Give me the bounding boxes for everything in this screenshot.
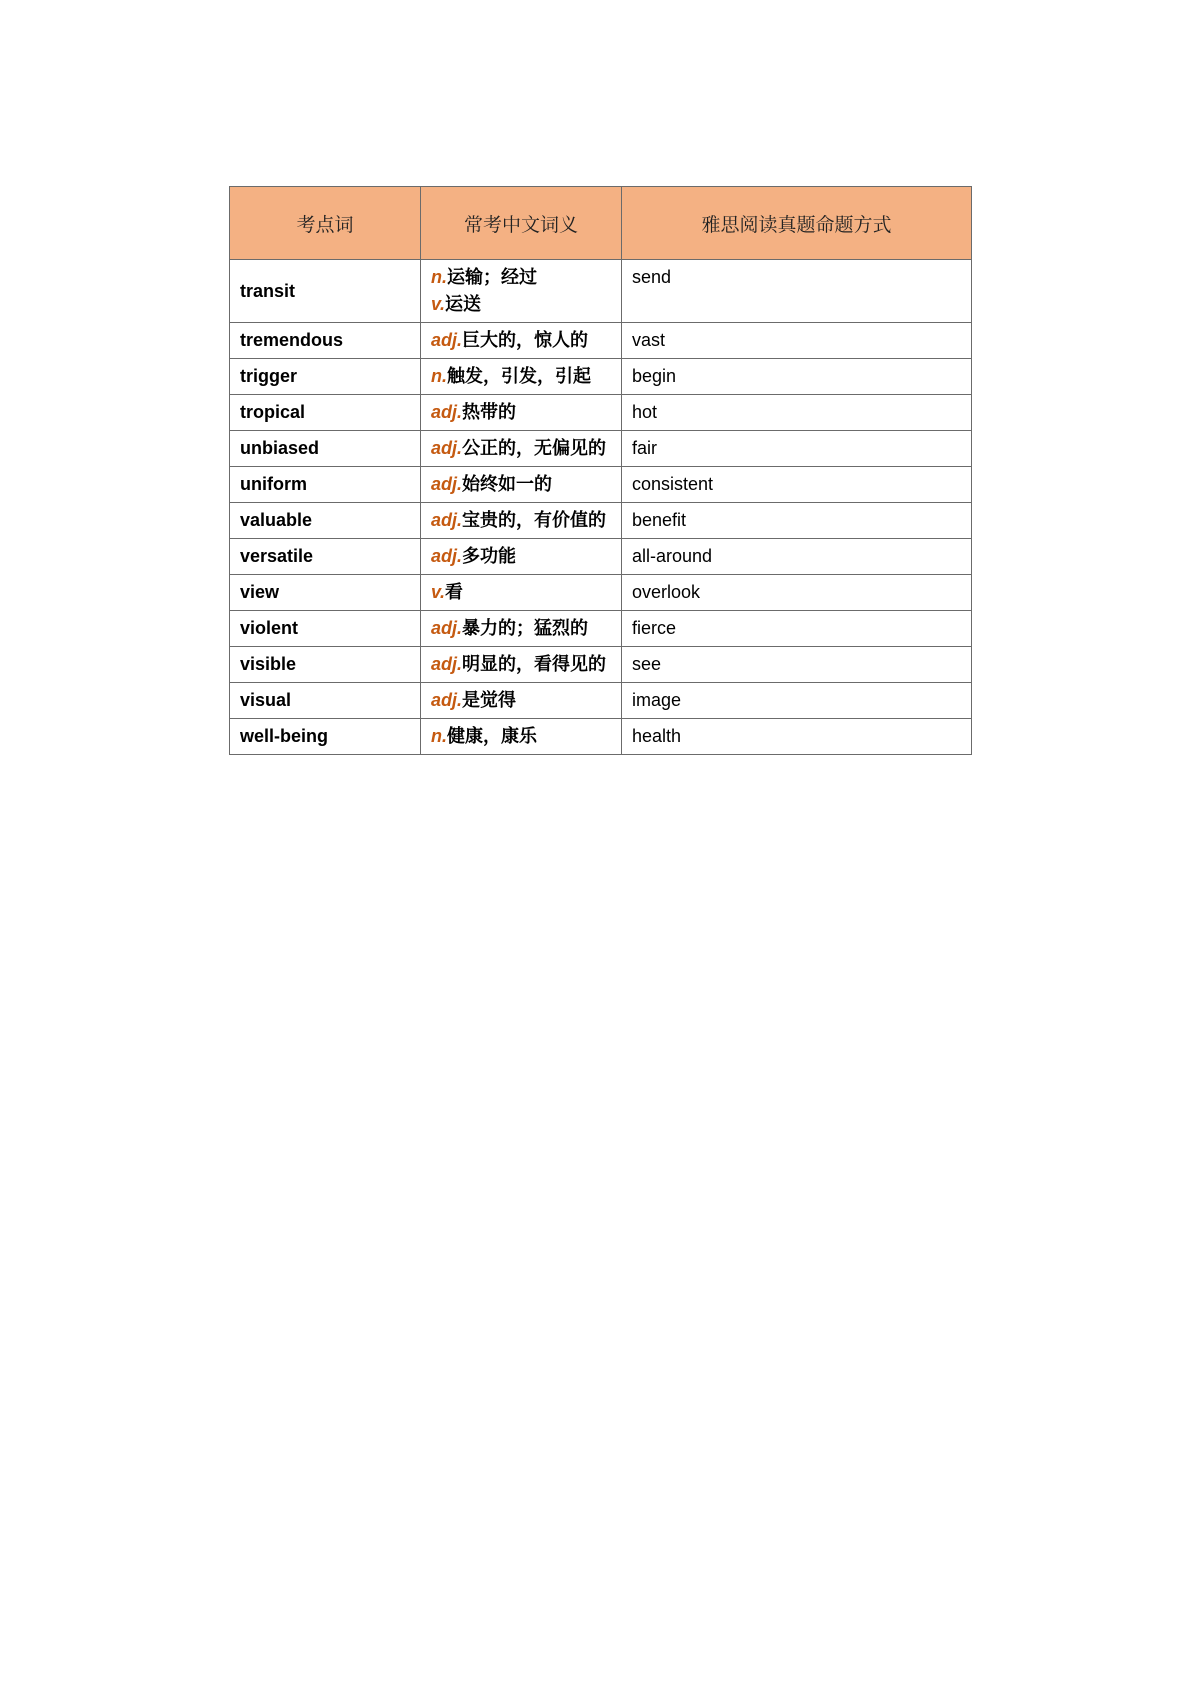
meaning-text: 热带的 bbox=[462, 402, 517, 423]
part-of-speech: v. bbox=[431, 294, 446, 314]
part-of-speech: adj. bbox=[431, 474, 463, 494]
meaning-text: 公正的，无偏见的 bbox=[462, 438, 607, 459]
part-of-speech: adj. bbox=[431, 690, 463, 710]
meaning-cell bbox=[421, 611, 622, 647]
synonym-cell: fierce bbox=[622, 611, 972, 647]
keyword-cell: violent bbox=[230, 611, 421, 647]
meaning-text: 暴力的；猛烈的 bbox=[462, 618, 589, 639]
keyword-cell: view bbox=[230, 575, 421, 611]
keyword-cell: trigger bbox=[230, 359, 421, 395]
table-row bbox=[230, 431, 972, 467]
meaning-text: 始终如一的 bbox=[462, 474, 553, 495]
header-ielts-usage: 雅思阅读真题命题方式 bbox=[622, 187, 972, 260]
table-row bbox=[230, 539, 972, 575]
meaning-sense bbox=[431, 651, 611, 678]
meaning-sense bbox=[431, 399, 611, 426]
meaning-text: 明显的，看得见的 bbox=[462, 654, 607, 675]
meaning-sense bbox=[431, 435, 611, 462]
meaning-cell bbox=[421, 719, 622, 755]
table-row bbox=[230, 395, 972, 431]
synonym-cell: overlook bbox=[622, 575, 972, 611]
keyword-cell: tropical bbox=[230, 395, 421, 431]
meaning-sense bbox=[431, 687, 611, 714]
keyword-cell: valuable bbox=[230, 503, 421, 539]
keyword-cell: tremendous bbox=[230, 323, 421, 359]
synonym-cell: all-around bbox=[622, 539, 972, 575]
meaning-text: 看 bbox=[445, 582, 464, 603]
synonym-cell: benefit bbox=[622, 503, 972, 539]
synonym-cell: see bbox=[622, 647, 972, 683]
synonym-cell: health bbox=[622, 719, 972, 755]
keyword-cell: unbiased bbox=[230, 431, 421, 467]
meaning-sense bbox=[431, 363, 611, 390]
keyword-cell: uniform bbox=[230, 467, 421, 503]
table-row bbox=[230, 359, 972, 395]
meaning-text: 运送 bbox=[445, 294, 482, 315]
meaning-text: 运输；经过 bbox=[447, 267, 537, 288]
table-row bbox=[230, 647, 972, 683]
meaning-cell bbox=[421, 260, 622, 323]
synonym-cell: vast bbox=[622, 323, 972, 359]
meaning-cell bbox=[421, 395, 622, 431]
keyword-cell: visual bbox=[230, 683, 421, 719]
meaning-cell bbox=[421, 359, 622, 395]
table-row bbox=[230, 323, 972, 359]
synonym-cell: begin bbox=[622, 359, 972, 395]
header-row bbox=[230, 187, 972, 260]
part-of-speech: n. bbox=[431, 366, 447, 386]
keyword-cell: well-being bbox=[230, 719, 421, 755]
meaning-sense bbox=[431, 543, 611, 570]
table-row bbox=[230, 719, 972, 755]
table-row bbox=[230, 503, 972, 539]
synonym-cell: image bbox=[622, 683, 972, 719]
part-of-speech: adj. bbox=[431, 546, 463, 566]
meaning-cell bbox=[421, 323, 622, 359]
part-of-speech: adj. bbox=[431, 402, 463, 422]
part-of-speech: n. bbox=[431, 726, 447, 746]
meaning-cell bbox=[421, 503, 622, 539]
meaning-text: 是觉得 bbox=[462, 690, 517, 711]
part-of-speech: adj. bbox=[431, 438, 463, 458]
table-header bbox=[230, 187, 972, 260]
header-keyword: 考点词 bbox=[230, 187, 421, 260]
table-row bbox=[230, 683, 972, 719]
meaning-text: 触发，引发，引起 bbox=[447, 366, 591, 387]
meaning-sense bbox=[431, 507, 611, 534]
keyword-cell: versatile bbox=[230, 539, 421, 575]
synonym-cell: send bbox=[622, 260, 972, 323]
meaning-text: 巨大的，惊人的 bbox=[462, 330, 589, 351]
meaning-text: 宝贵的，有价值的 bbox=[462, 510, 607, 531]
meaning-sense bbox=[431, 471, 611, 498]
table-body bbox=[230, 260, 972, 755]
header-chinese-meaning: 常考中文词义 bbox=[421, 187, 622, 260]
meaning-cell bbox=[421, 467, 622, 503]
meaning-cell bbox=[421, 431, 622, 467]
synonym-cell: consistent bbox=[622, 467, 972, 503]
vocabulary-table bbox=[229, 186, 972, 755]
part-of-speech: adj. bbox=[431, 654, 463, 674]
meaning-text: 多功能 bbox=[462, 546, 517, 567]
meaning-sense bbox=[431, 291, 611, 318]
part-of-speech: adj. bbox=[431, 330, 463, 350]
table-row bbox=[230, 575, 972, 611]
part-of-speech: v. bbox=[431, 582, 446, 602]
meaning-cell bbox=[421, 647, 622, 683]
table-row bbox=[230, 467, 972, 503]
meaning-sense bbox=[431, 579, 611, 606]
synonym-cell: fair bbox=[622, 431, 972, 467]
meaning-cell bbox=[421, 539, 622, 575]
keyword-cell: visible bbox=[230, 647, 421, 683]
synonym-cell: hot bbox=[622, 395, 972, 431]
table-row bbox=[230, 260, 972, 323]
meaning-text: 健康，康乐 bbox=[447, 726, 537, 747]
meaning-sense bbox=[431, 615, 611, 642]
meaning-sense bbox=[431, 264, 611, 291]
part-of-speech: adj. bbox=[431, 510, 463, 530]
keyword-cell: transit bbox=[230, 260, 421, 323]
meaning-cell bbox=[421, 683, 622, 719]
table-row bbox=[230, 611, 972, 647]
meaning-cell bbox=[421, 575, 622, 611]
meaning-sense bbox=[431, 327, 611, 354]
part-of-speech: n. bbox=[431, 267, 447, 287]
part-of-speech: adj. bbox=[431, 618, 463, 638]
meaning-sense bbox=[431, 723, 611, 750]
